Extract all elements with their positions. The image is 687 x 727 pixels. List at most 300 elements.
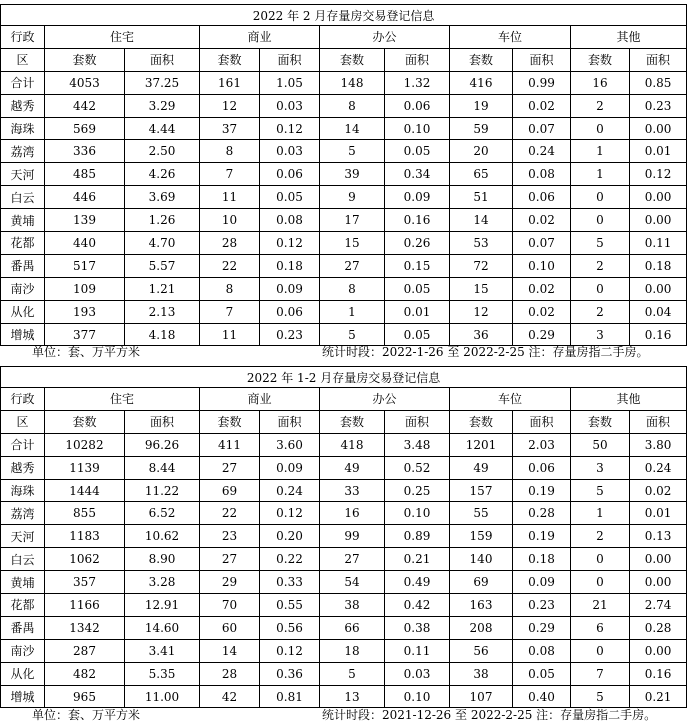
table-cell: 1.21 <box>125 277 200 300</box>
table-title-row <box>1 367 687 388</box>
table-row <box>1 140 687 163</box>
table-row <box>1 232 687 255</box>
table-cell: 2.50 <box>125 140 200 163</box>
table-row <box>1 277 687 300</box>
table-cell: 0.06 <box>260 163 320 186</box>
table-cell: 11.00 <box>125 685 200 708</box>
table-cell: 0.02 <box>513 277 571 300</box>
table-cell: 1062 <box>45 548 125 571</box>
table-cell: 21 <box>571 594 630 617</box>
table-cell: 140 <box>450 548 513 571</box>
district-name: 黄埔 <box>1 209 45 232</box>
table-cell: 22 <box>200 254 260 277</box>
district-name: 番禺 <box>1 616 45 639</box>
table-cell: 3.69 <box>125 186 200 209</box>
count-header: 套数 <box>45 410 125 433</box>
table-title: 2022 年 2 月存量房交易登记信息 <box>1 5 687 26</box>
table-cell: 2 <box>571 254 630 277</box>
table-cell: 72 <box>450 254 513 277</box>
table-cell: 0.05 <box>385 323 450 346</box>
table-cell: 8 <box>200 140 260 163</box>
area-header: 面积 <box>125 48 200 71</box>
table-cell: 0.22 <box>260 548 320 571</box>
table-cell: 416 <box>450 71 513 94</box>
table-cell: 0.00 <box>630 548 687 571</box>
header-row-subheaders <box>1 410 687 433</box>
district-name: 花都 <box>1 594 45 617</box>
table-cell: 0.06 <box>260 300 320 323</box>
table-cell: 18 <box>320 639 385 662</box>
table-cell: 10.62 <box>125 525 200 548</box>
table-cell: 14 <box>320 117 385 140</box>
table-row <box>1 639 687 662</box>
table-feb-2022 <box>0 4 687 346</box>
table-cell: 0.09 <box>513 571 571 594</box>
table-cell: 37.25 <box>125 71 200 94</box>
table-cell: 440 <box>45 232 125 255</box>
table-cell: 0 <box>571 209 630 232</box>
table-row <box>1 594 687 617</box>
table-cell: 5 <box>320 140 385 163</box>
table-cell: 5.35 <box>125 662 200 685</box>
table-cell: 0.21 <box>385 548 450 571</box>
table-cell: 0.02 <box>513 209 571 232</box>
table-cell: 96.26 <box>125 433 200 456</box>
table-cell: 66 <box>320 616 385 639</box>
group-header: 车位 <box>450 388 571 411</box>
table-cell: 1 <box>320 300 385 323</box>
table-cell: 28 <box>200 662 260 685</box>
count-header: 套数 <box>571 410 630 433</box>
table-cell: 0.16 <box>630 662 687 685</box>
area-header: 面积 <box>385 48 450 71</box>
district-name: 白云 <box>1 548 45 571</box>
table-cell: 36 <box>450 323 513 346</box>
table-row <box>1 300 687 323</box>
table-cell: 0.06 <box>513 456 571 479</box>
table-cell: 0.06 <box>513 186 571 209</box>
table-cell: 0.03 <box>260 94 320 117</box>
table-cell: 0.03 <box>260 140 320 163</box>
area-header: 面积 <box>385 410 450 433</box>
period-note: 统计时段：2021-12-26 至 2022-2-25 注：存量房指二手房。 <box>322 708 657 722</box>
table-cell: 411 <box>200 433 260 456</box>
table-cell: 39 <box>320 163 385 186</box>
table-cell: 0.00 <box>630 186 687 209</box>
table-row <box>1 117 687 140</box>
group-header: 办公 <box>320 26 450 49</box>
table-cell: 0.23 <box>260 323 320 346</box>
table-row <box>1 502 687 525</box>
table-cell: 482 <box>45 662 125 685</box>
table-cell: 2.13 <box>125 300 200 323</box>
table-row <box>1 456 687 479</box>
table-cell: 15 <box>320 232 385 255</box>
table-cell: 29 <box>200 571 260 594</box>
table-cell: 0.05 <box>513 662 571 685</box>
table-cell: 27 <box>200 548 260 571</box>
table-cell: 163 <box>450 594 513 617</box>
district-name: 越秀 <box>1 94 45 117</box>
table-cell: 418 <box>320 433 385 456</box>
table-cell: 0.24 <box>630 456 687 479</box>
table-cell: 0.89 <box>385 525 450 548</box>
table-cell: 3.29 <box>125 94 200 117</box>
table-cell: 3.80 <box>630 433 687 456</box>
table-cell: 28 <box>200 232 260 255</box>
table-cell: 7 <box>571 662 630 685</box>
table-cell: 4.26 <box>125 163 200 186</box>
district-name: 白云 <box>1 186 45 209</box>
table-cell: 0.00 <box>630 209 687 232</box>
table-cell: 0.49 <box>385 571 450 594</box>
table-cell: 3.41 <box>125 639 200 662</box>
table-cell: 3 <box>571 456 630 479</box>
unit-note: 单位：套、万平方米 <box>32 345 141 359</box>
table-cell: 7 <box>200 163 260 186</box>
table-cell: 208 <box>450 616 513 639</box>
table-cell: 15 <box>450 277 513 300</box>
table-cell: 287 <box>45 639 125 662</box>
table-cell: 49 <box>320 456 385 479</box>
table-cell: 55 <box>450 502 513 525</box>
table-cell: 0.04 <box>630 300 687 323</box>
period-note: 统计时段：2022-1-26 至 2022-2-25 注：存量房指二手房。 <box>322 345 649 359</box>
group-header: 车位 <box>450 26 571 49</box>
table-cell: 2 <box>571 525 630 548</box>
table-cell: 1.32 <box>385 71 450 94</box>
table-cell: 0.42 <box>385 594 450 617</box>
group-header: 其他 <box>571 26 687 49</box>
count-header: 套数 <box>450 48 513 71</box>
table-cell: 0.08 <box>513 639 571 662</box>
table-cell: 517 <box>45 254 125 277</box>
district-name: 番禺 <box>1 254 45 277</box>
table-cell: 569 <box>45 117 125 140</box>
table-cell: 1.05 <box>260 71 320 94</box>
table-cell: 8 <box>320 277 385 300</box>
table-cell: 8 <box>320 94 385 117</box>
table-cell: 1139 <box>45 456 125 479</box>
table-cell: 0.00 <box>630 639 687 662</box>
table-cell: 5 <box>320 662 385 685</box>
table-cell: 1.26 <box>125 209 200 232</box>
table-cell: 0.02 <box>513 94 571 117</box>
table-cell: 0.16 <box>385 209 450 232</box>
group-header: 其他 <box>571 388 687 411</box>
table-cell: 377 <box>45 323 125 346</box>
district-name: 荔湾 <box>1 502 45 525</box>
table-cell: 23 <box>200 525 260 548</box>
table-cell: 0.23 <box>513 594 571 617</box>
table-cell: 1 <box>571 163 630 186</box>
table-cell: 3.48 <box>385 433 450 456</box>
table-cell: 4.70 <box>125 232 200 255</box>
table-cell: 0.02 <box>630 479 687 502</box>
table-cell: 0.16 <box>630 323 687 346</box>
table-cell: 0.01 <box>630 502 687 525</box>
table-cell: 0.29 <box>513 323 571 346</box>
table-cell: 0.12 <box>260 639 320 662</box>
table-cell: 109 <box>45 277 125 300</box>
table-title: 2022 年 1-2 月存量房交易登记信息 <box>1 367 687 388</box>
table-cell: 0.09 <box>260 456 320 479</box>
table-cell: 0.07 <box>513 232 571 255</box>
table-cell: 0.21 <box>630 685 687 708</box>
table-cell: 1444 <box>45 479 125 502</box>
area-header: 面积 <box>630 410 687 433</box>
table-cell: 0.85 <box>630 71 687 94</box>
table-cell: 0.18 <box>630 254 687 277</box>
area-header: 面积 <box>630 48 687 71</box>
table-cell: 8.90 <box>125 548 200 571</box>
table-cell: 6.52 <box>125 502 200 525</box>
table-cell: 442 <box>45 94 125 117</box>
table-cell: 37 <box>200 117 260 140</box>
table-cell: 446 <box>45 186 125 209</box>
table-cell: 0.55 <box>260 594 320 617</box>
table-cell: 0.99 <box>513 71 571 94</box>
table-cell: 4053 <box>45 71 125 94</box>
table-cell: 0.20 <box>260 525 320 548</box>
table-cell: 19 <box>450 94 513 117</box>
table-cell: 161 <box>200 71 260 94</box>
table-cell: 0.08 <box>260 209 320 232</box>
group-header: 商业 <box>200 26 320 49</box>
table-cell: 0.25 <box>385 479 450 502</box>
table-cell: 0.12 <box>630 163 687 186</box>
table-row <box>1 571 687 594</box>
table-cell: 12 <box>200 94 260 117</box>
table-cell: 0.03 <box>385 662 450 685</box>
table-cell: 54 <box>320 571 385 594</box>
count-header: 套数 <box>200 410 260 433</box>
table-cell: 4.44 <box>125 117 200 140</box>
table-cell: 13 <box>320 685 385 708</box>
table-cell: 0.12 <box>260 232 320 255</box>
table-cell: 1166 <box>45 594 125 617</box>
table-cell: 1342 <box>45 616 125 639</box>
district-name: 合计 <box>1 71 45 94</box>
table-cell: 0.06 <box>385 94 450 117</box>
table-row <box>1 186 687 209</box>
area-header: 面积 <box>125 410 200 433</box>
table-cell: 0.40 <box>513 685 571 708</box>
table-cell: 965 <box>45 685 125 708</box>
count-header: 套数 <box>45 48 125 71</box>
table-cell: 11 <box>200 323 260 346</box>
table-cell: 5.57 <box>125 254 200 277</box>
table-cell: 855 <box>45 502 125 525</box>
table-cell: 0.56 <box>260 616 320 639</box>
table-row <box>1 71 687 94</box>
table-cell: 0.05 <box>385 277 450 300</box>
table-cell: 20 <box>450 140 513 163</box>
table-cell: 159 <box>450 525 513 548</box>
table-row <box>1 525 687 548</box>
table-cell: 3 <box>571 323 630 346</box>
table-cell: 5 <box>571 479 630 502</box>
table-cell: 1 <box>571 140 630 163</box>
table-cell: 357 <box>45 571 125 594</box>
table-cell: 0.10 <box>385 502 450 525</box>
table-cell: 50 <box>571 433 630 456</box>
header-row-groups <box>1 26 687 49</box>
table-cell: 157 <box>450 479 513 502</box>
table-cell: 12 <box>450 300 513 323</box>
table-cell: 1 <box>571 502 630 525</box>
district-header: 行政 <box>1 26 45 49</box>
table-cell: 0.18 <box>260 254 320 277</box>
table-cell: 11.22 <box>125 479 200 502</box>
table-title-row <box>1 5 687 26</box>
table-cell: 9 <box>320 186 385 209</box>
table-row <box>1 94 687 117</box>
table-cell: 56 <box>450 639 513 662</box>
table-cell: 0.09 <box>260 277 320 300</box>
table-cell: 8.44 <box>125 456 200 479</box>
table-cell: 139 <box>45 209 125 232</box>
table-cell: 0.12 <box>260 117 320 140</box>
table-cell: 10282 <box>45 433 125 456</box>
district-name: 合计 <box>1 433 45 456</box>
table-cell: 2 <box>571 94 630 117</box>
table-cell: 22 <box>200 502 260 525</box>
table-cell: 0.23 <box>630 94 687 117</box>
table-cell: 0.18 <box>513 548 571 571</box>
table-row <box>1 548 687 571</box>
table-cell: 53 <box>450 232 513 255</box>
table-cell: 51 <box>450 186 513 209</box>
count-header: 套数 <box>450 410 513 433</box>
table-cell: 0.09 <box>385 186 450 209</box>
district-header-cont: 区 <box>1 410 45 433</box>
table-cell: 2.74 <box>630 594 687 617</box>
count-header: 套数 <box>200 48 260 71</box>
table-cell: 27 <box>320 548 385 571</box>
table-cell: 0.19 <box>513 525 571 548</box>
group-header: 商业 <box>200 388 320 411</box>
district-name: 南沙 <box>1 277 45 300</box>
count-header: 套数 <box>571 48 630 71</box>
table-jan-feb-2022-note <box>0 704 687 726</box>
table-cell: 485 <box>45 163 125 186</box>
table-cell: 0.28 <box>630 616 687 639</box>
table-cell: 4.18 <box>125 323 200 346</box>
table-cell: 5 <box>571 232 630 255</box>
table-cell: 0.33 <box>260 571 320 594</box>
table-cell: 0.24 <box>260 479 320 502</box>
district-name: 荔湾 <box>1 140 45 163</box>
table-cell: 1201 <box>450 433 513 456</box>
table-cell: 5 <box>320 323 385 346</box>
table-cell: 27 <box>320 254 385 277</box>
table-cell: 0.08 <box>513 163 571 186</box>
table-cell: 1183 <box>45 525 125 548</box>
table-cell: 2.03 <box>513 433 571 456</box>
district-name: 从化 <box>1 300 45 323</box>
table-cell: 193 <box>45 300 125 323</box>
table-jan-feb-2022 <box>0 366 687 708</box>
table-cell: 10 <box>200 209 260 232</box>
table-row <box>1 662 687 685</box>
group-header: 办公 <box>320 388 450 411</box>
table-cell: 0.36 <box>260 662 320 685</box>
district-header: 行政 <box>1 388 45 411</box>
table-cell: 16 <box>571 71 630 94</box>
district-header-cont: 区 <box>1 48 45 71</box>
table-cell: 0.00 <box>630 277 687 300</box>
district-name: 从化 <box>1 662 45 685</box>
table-cell: 5 <box>571 685 630 708</box>
table-cell: 0.52 <box>385 456 450 479</box>
table-cell: 0.10 <box>513 254 571 277</box>
table-cell: 38 <box>320 594 385 617</box>
table-cell: 0.10 <box>385 685 450 708</box>
table-cell: 70 <box>200 594 260 617</box>
district-name: 黄埔 <box>1 571 45 594</box>
count-header: 套数 <box>320 410 385 433</box>
table-cell: 0.01 <box>385 300 450 323</box>
district-name: 天河 <box>1 163 45 186</box>
table-cell: 16 <box>320 502 385 525</box>
table-cell: 0.19 <box>513 479 571 502</box>
table-cell: 0.24 <box>513 140 571 163</box>
table-cell: 0.10 <box>385 117 450 140</box>
table-cell: 0.81 <box>260 685 320 708</box>
header-row-subheaders <box>1 48 687 71</box>
table-cell: 0.11 <box>630 232 687 255</box>
district-name: 增城 <box>1 685 45 708</box>
table-row <box>1 479 687 502</box>
table-cell: 0.12 <box>260 502 320 525</box>
table-row <box>1 209 687 232</box>
group-header: 住宅 <box>45 388 200 411</box>
table-cell: 42 <box>200 685 260 708</box>
district-name: 增城 <box>1 323 45 346</box>
table-cell: 14 <box>450 209 513 232</box>
table-row <box>1 433 687 456</box>
table-cell: 0.11 <box>385 639 450 662</box>
table-row <box>1 254 687 277</box>
table-cell: 59 <box>450 117 513 140</box>
table-cell: 3.28 <box>125 571 200 594</box>
table-cell: 0.01 <box>630 140 687 163</box>
table-cell: 12.91 <box>125 594 200 617</box>
table-cell: 49 <box>450 456 513 479</box>
table-cell: 11 <box>200 186 260 209</box>
area-header: 面积 <box>260 410 320 433</box>
header-row-groups <box>1 388 687 411</box>
table-cell: 0.00 <box>630 571 687 594</box>
area-header: 面积 <box>513 410 571 433</box>
table-cell: 148 <box>320 71 385 94</box>
table-cell: 0.13 <box>630 525 687 548</box>
table-cell: 17 <box>320 209 385 232</box>
table-cell: 7 <box>200 300 260 323</box>
table-cell: 33 <box>320 479 385 502</box>
area-header: 面积 <box>513 48 571 71</box>
table-cell: 336 <box>45 140 125 163</box>
table-cell: 0 <box>571 277 630 300</box>
table-cell: 0 <box>571 571 630 594</box>
table-feb-2022-note <box>0 341 687 363</box>
table-cell: 0 <box>571 186 630 209</box>
table-cell: 69 <box>200 479 260 502</box>
table-cell: 0 <box>571 548 630 571</box>
table-cell: 6 <box>571 616 630 639</box>
table-cell: 65 <box>450 163 513 186</box>
